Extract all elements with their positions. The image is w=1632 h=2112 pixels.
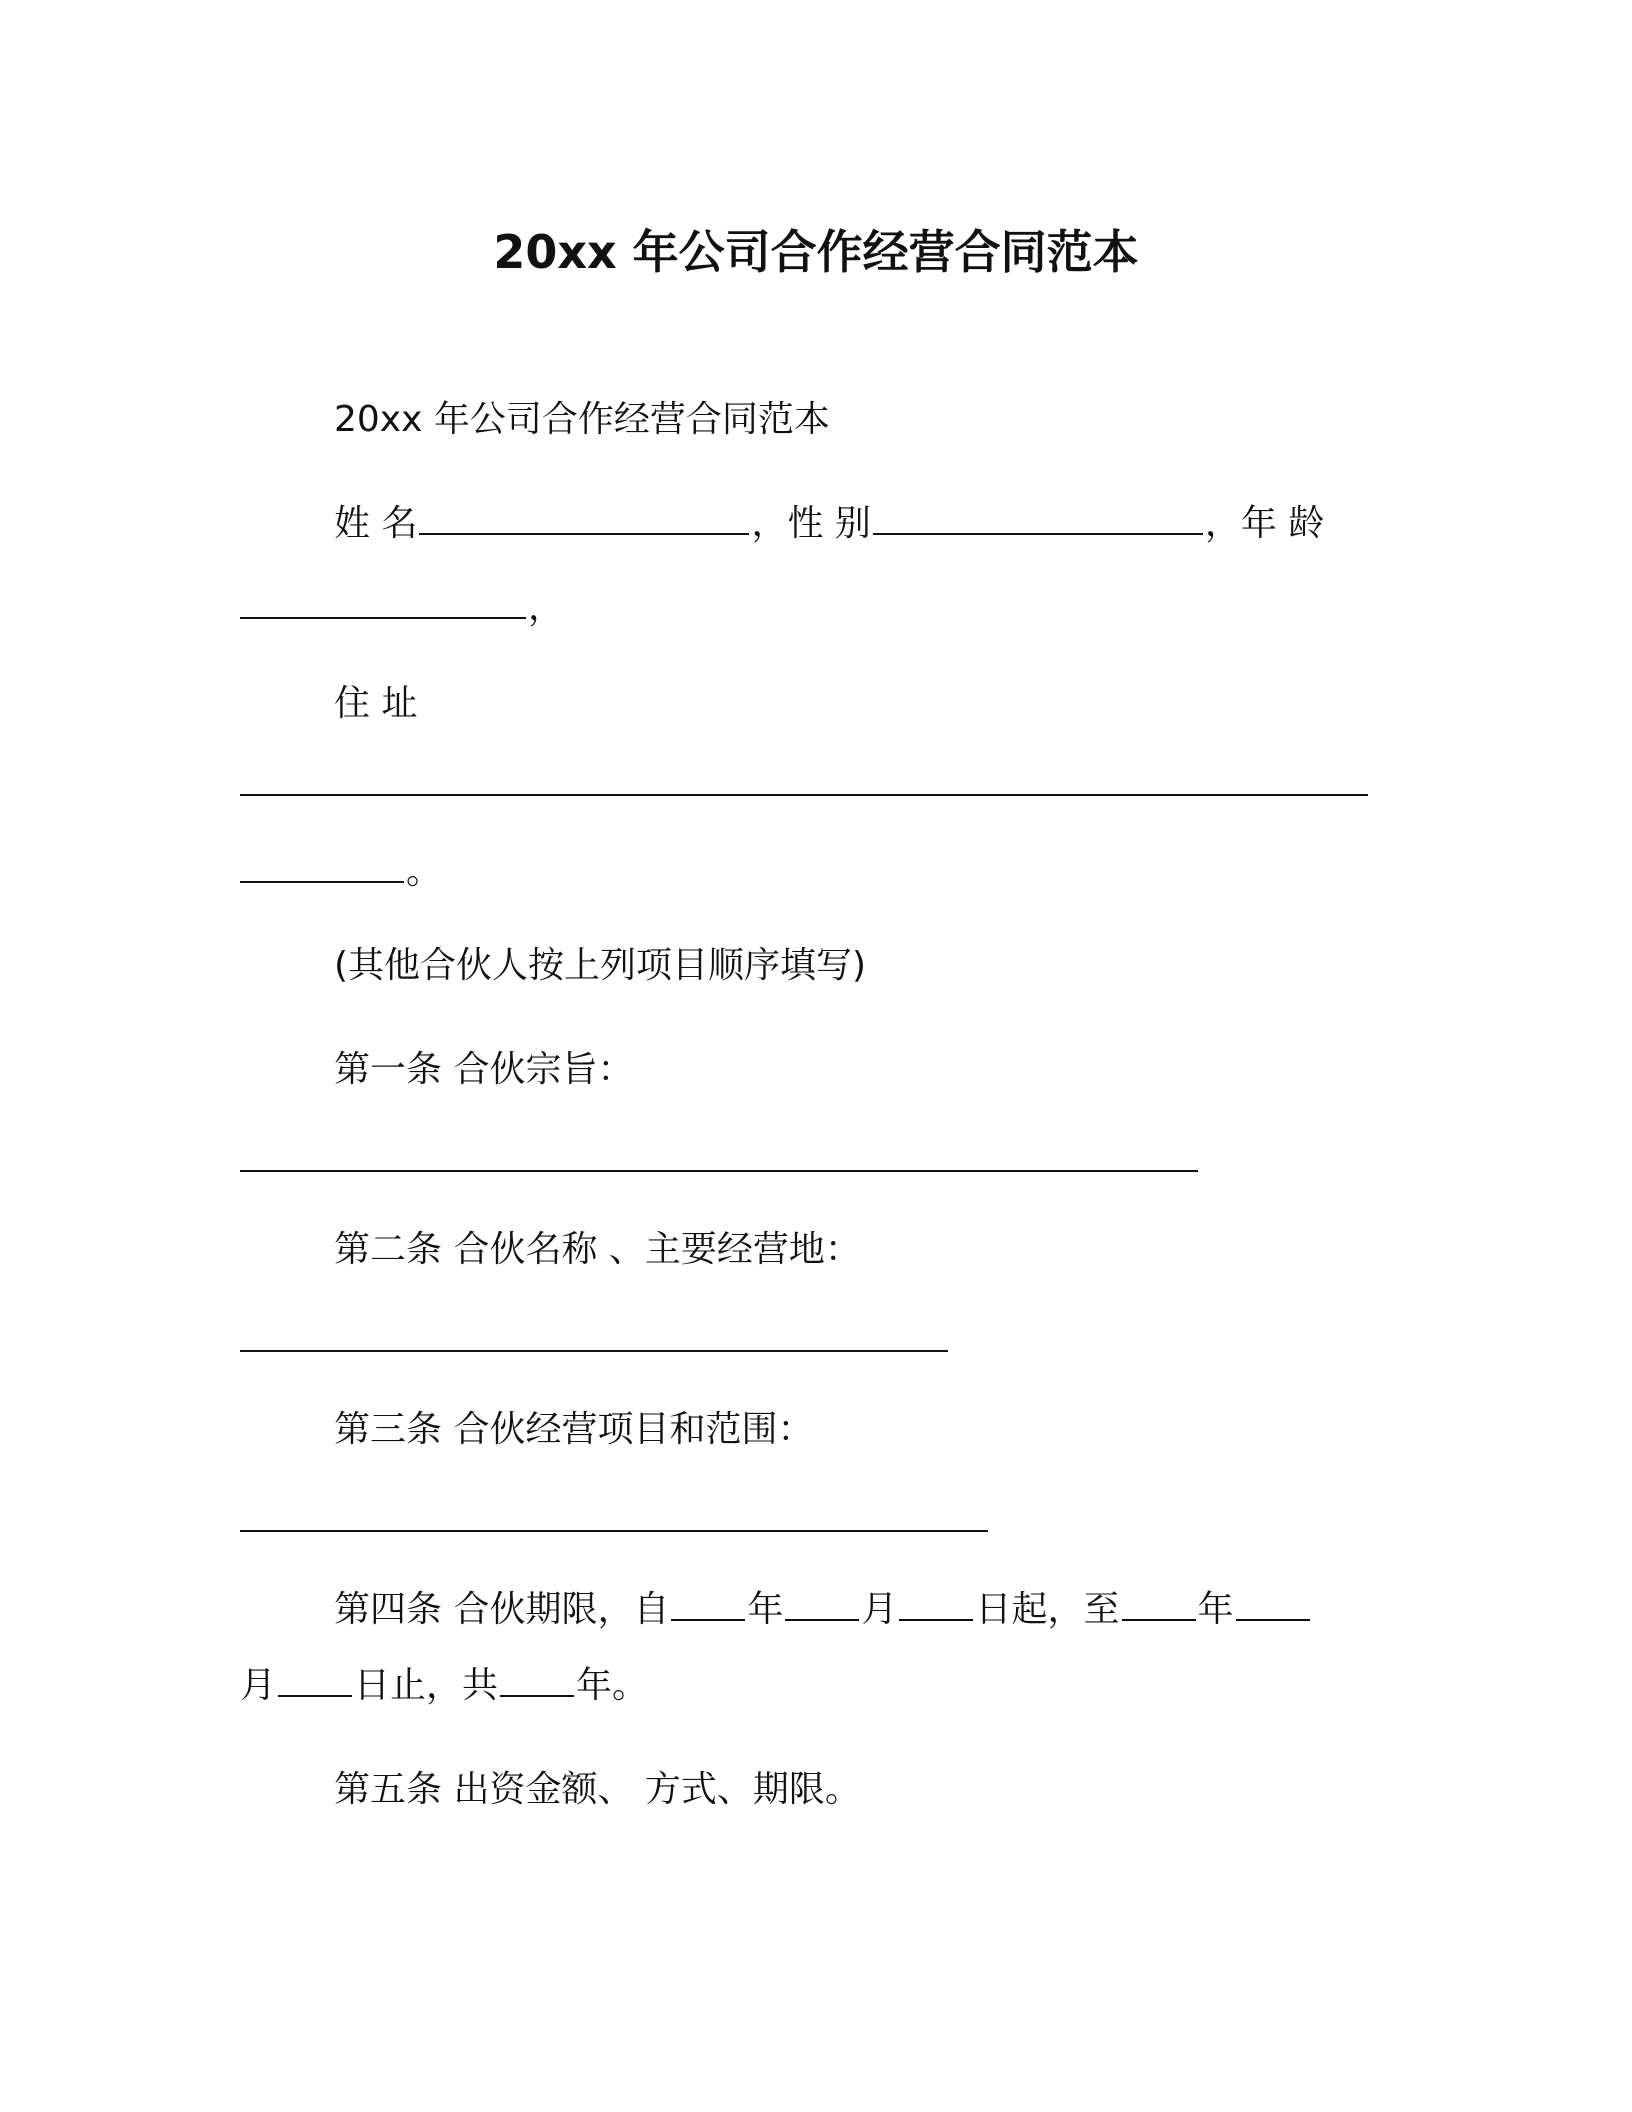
end-day-unit: 日止，共	[354, 1665, 499, 1706]
name-gender-age-row	[334, 500, 1324, 548]
gender-field[interactable]	[873, 503, 1203, 535]
start-day-field[interactable]	[899, 1589, 973, 1621]
end-month-field[interactable]	[1236, 1589, 1310, 1621]
article-3-field[interactable]	[240, 1530, 988, 1532]
address-field-continued[interactable]	[240, 851, 404, 883]
end-month-unit: 月	[240, 1665, 277, 1706]
age-row-continued	[240, 584, 564, 632]
name-field[interactable]	[419, 503, 749, 535]
article-3: 第三条 合伙经营项目和范围：	[334, 1409, 814, 1450]
partner-note: (其他合伙人按上列项目顺序填写)	[334, 945, 867, 986]
address-row-continued	[240, 848, 442, 896]
start-year-unit: 年	[747, 1589, 784, 1630]
article-2: 第二条 合伙名称 、主要经营地：	[334, 1229, 861, 1270]
document-subtitle: 20xx 年公司合作经营合同范本	[334, 399, 830, 440]
start-year-field[interactable]	[671, 1589, 745, 1621]
article-4-prefix: 第四条 合伙期限，自	[334, 1589, 670, 1630]
age-end: ，	[528, 587, 565, 628]
end-year-unit: 年	[1197, 1589, 1234, 1630]
total-years-unit: 年。	[576, 1665, 649, 1706]
address-end: 。	[406, 851, 443, 892]
document-title: 20xx 年公司合作经营合同范本	[493, 225, 1139, 279]
age-field[interactable]	[240, 587, 526, 619]
end-year-field[interactable]	[1122, 1589, 1196, 1621]
article-5: 第五条 出资金额、 方式、期限。	[334, 1769, 861, 1810]
start-month-unit: 月	[861, 1589, 898, 1630]
article-1: 第一条 合伙宗旨：	[334, 1049, 634, 1090]
name-label: 姓 名	[334, 503, 418, 544]
article-1-field[interactable]	[240, 1170, 1198, 1172]
end-day-field[interactable]	[278, 1665, 352, 1697]
article-4-row	[334, 1586, 1312, 1634]
address-field-line[interactable]	[240, 794, 1368, 796]
total-years-field[interactable]	[500, 1665, 574, 1697]
age-label: ，年 龄	[1204, 503, 1325, 544]
start-day-unit: 日起，至	[975, 1589, 1120, 1630]
start-month-field[interactable]	[785, 1589, 859, 1621]
article-2-field[interactable]	[240, 1350, 948, 1352]
address-label: 住 址	[334, 683, 418, 724]
article-4-row-continued	[240, 1662, 648, 1710]
gender-label: ，性 别	[751, 503, 871, 544]
